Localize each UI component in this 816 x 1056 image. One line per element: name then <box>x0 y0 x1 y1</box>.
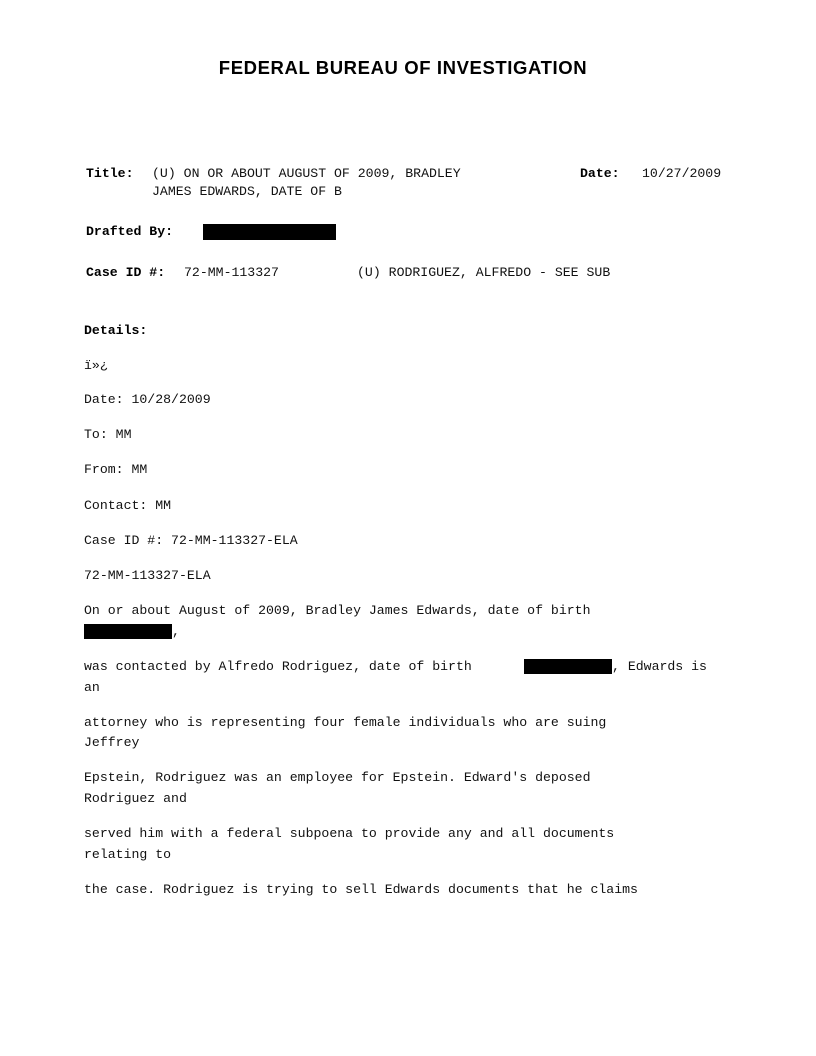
paragraph-line: Jeffrey <box>84 735 140 750</box>
drafted-by-redaction <box>203 224 336 240</box>
title-value-line1: (U) ON OR ABOUT AUGUST OF 2009, BRADLEY <box>152 166 461 181</box>
dob-redaction <box>524 659 612 674</box>
details-label: Details: <box>84 323 148 338</box>
memo-case-id: Case ID #: 72-MM-113327-ELA <box>84 533 298 548</box>
paragraph-line: attorney who is representing four female individuals who are suing <box>84 715 607 730</box>
paragraph-line: served him with a federal subpoena to provide any and all documents <box>84 826 615 841</box>
memo-case-number: 72-MM-113327-ELA <box>84 568 211 583</box>
memo-contact: Contact: MM <box>84 498 172 513</box>
paragraph-line: On or about August of 2009, Bradley James Edwards, date of birth <box>84 603 591 618</box>
date-value: 10/27/2009 <box>642 166 722 181</box>
date-label: Date: <box>580 166 620 181</box>
agency-header: FEDERAL BUREAU OF INVESTIGATION <box>218 57 588 78</box>
case-id-value: 72-MM-113327 <box>184 265 279 280</box>
dob-redaction <box>84 624 172 639</box>
case-caption: (U) RODRIGUEZ, ALFREDO - SEE SUB <box>357 265 611 280</box>
drafted-by-label: Drafted By: <box>86 224 174 239</box>
paragraph-line: Rodriguez and <box>84 791 187 806</box>
paragraph-punct: , <box>172 624 180 639</box>
memo-date: Date: 10/28/2009 <box>84 392 211 407</box>
paragraph-line: was contacted by Alfredo Rodriguez, date of birth <box>84 659 480 674</box>
title-value-line2: JAMES EDWARDS, DATE OF B <box>152 184 342 199</box>
paragraph-line: the case. Rodriguez is trying to sell Edwards documents that he claims <box>84 882 638 897</box>
encoding-artifact: ï»¿ <box>84 358 108 373</box>
memo-from: From: MM <box>84 462 148 477</box>
paragraph-line: Epstein, Rodriguez was an employee for Epstein. Edward's deposed <box>84 770 591 785</box>
paragraph-line: , Edwards is <box>612 659 707 674</box>
paragraph-line: relating to <box>84 847 172 862</box>
title-label: Title: <box>86 166 134 181</box>
memo-to: To: MM <box>84 427 132 442</box>
paragraph-line: an <box>84 680 100 695</box>
case-id-label: Case ID #: <box>86 265 166 280</box>
